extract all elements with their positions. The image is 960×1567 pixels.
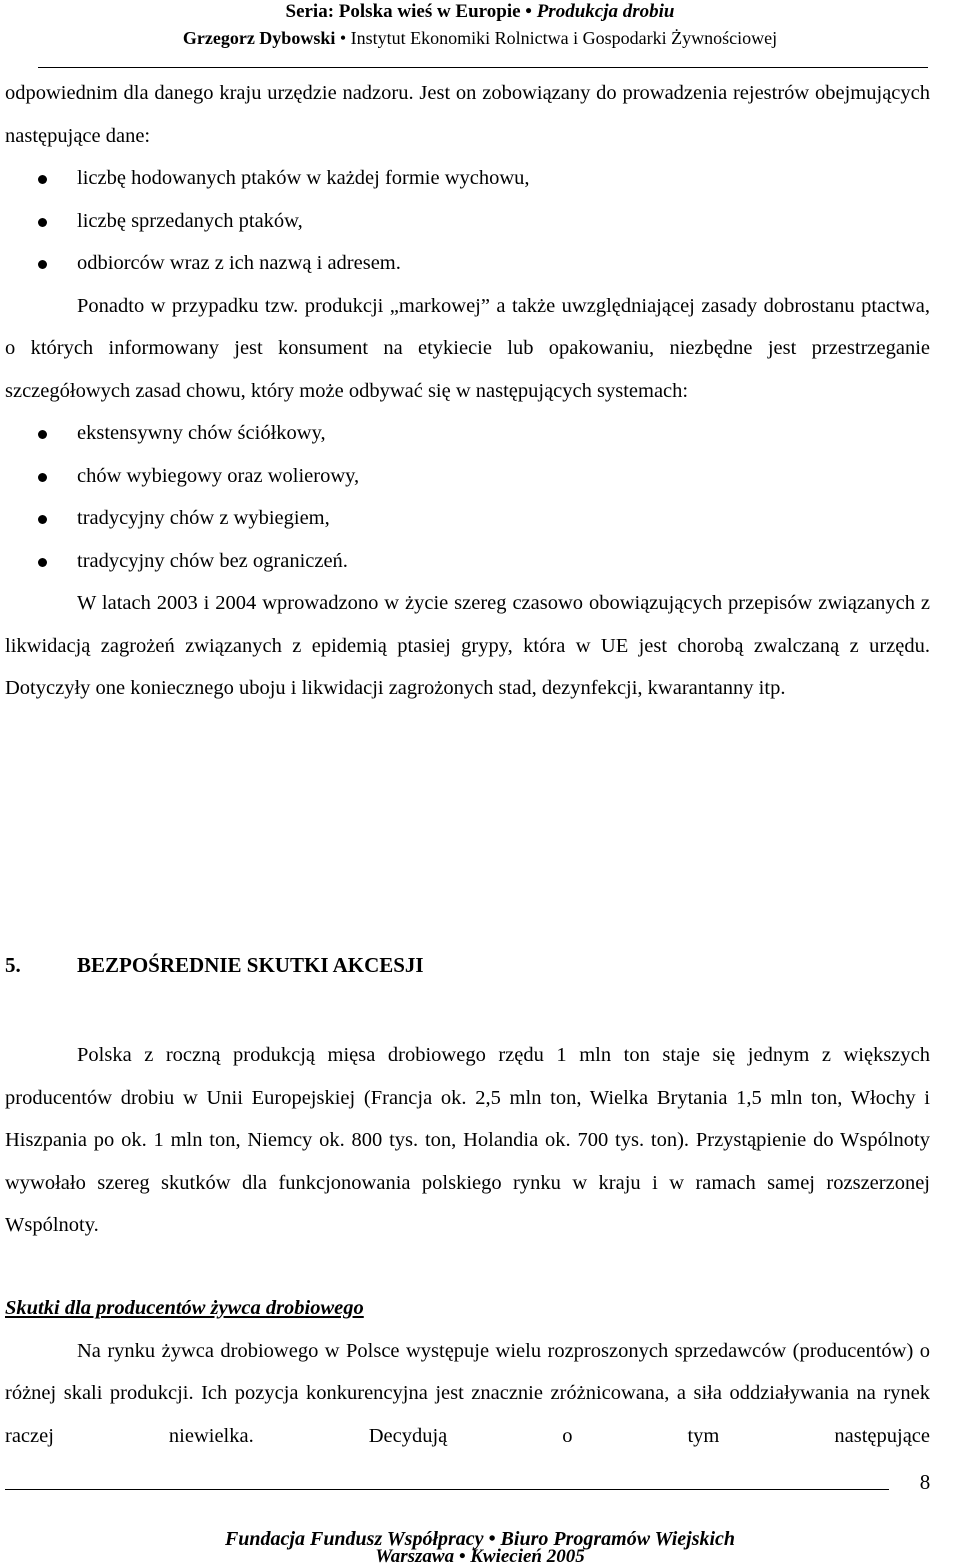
footer-place-date: Warszawa • Kwiecień 2005: [375, 1546, 585, 1567]
section-heading: [5, 953, 424, 978]
rearing-systems-list: [5, 412, 930, 582]
body-part-1: [5, 72, 930, 710]
paragraph-brand-production: Ponadto w przypadku tzw. produkcji „markowej” a także uwzględniającej zasady dobrostanu ptactwa, o których informowany jest konsument na etykiecie lub opakowaniu, niezbędne jest przestrzeganie szczegółowych zasad chowu, który może odbywać się w następujących systemach:: [5, 294, 930, 402]
paragraph-live-poultry-market: Na rynku żywca drobiowego w Polsce występuje wielu rozproszonych sprzedawców (producentów) o różnej skali produkcji. Ich pozycja konkurencyjna jest znacznie zróżnicowana, a siła oddziaływania na rynek raczej niewielka. Decydują o tym następujące: [5, 1339, 930, 1447]
subheading: Skutki dla producentów żywca drobiowego: [5, 1297, 364, 1319]
paragraph-registry: odpowiednim dla danego kraju urzędzie nadzoru. Jest on zobowiązany do prowadzenia rejestrów obejmujących następujące dane:: [5, 82, 930, 147]
body-part-2: [5, 1034, 930, 1247]
list-item: chów wybiegowy oraz wolierowy,: [5, 455, 930, 498]
list-item: liczbę hodowanych ptaków w każdej formie wychowu,: [5, 157, 930, 200]
list-item: tradycyjny chów z wybiegiem,: [5, 497, 930, 540]
series-label: Seria: Polska wieś w Europie: [285, 1, 521, 22]
running-header-series: [0, 0, 960, 24]
bullet-icon: [38, 218, 47, 227]
bullet-icon: [38, 430, 47, 439]
list-item: ekstensywny chów ściółkowy,: [5, 412, 930, 455]
list-item: odbiorców wraz z ich nazwą i adresem.: [5, 242, 930, 285]
series-title: Produkcja drobiu: [536, 1, 675, 22]
footer-rule: [5, 1489, 889, 1490]
bullet-icon: [38, 175, 47, 184]
institute-name: Instytut Ekonomiki Rolnictwa i Gospodarki Żywnościowej: [350, 28, 778, 48]
bullet-icon: [38, 515, 47, 524]
header-rule: [38, 67, 928, 68]
section-number: 5.: [5, 953, 21, 977]
author-name: Grzegorz Dybowski: [182, 28, 336, 48]
header-separator: •: [339, 28, 347, 48]
header-separator: •: [525, 1, 532, 22]
paragraph-production-volume: Polska z roczną produkcją mięsa drobiowego rzędu 1 mln ton staje się jednym z większych producentów drobiu w Unii Europejskiej (Francja ok. 2,5 mln ton, Wielka Brytania 1,5 mln ton, Włochy i Hiszpania po ok. 1 mln ton, Niemcy ok. 800 tys. ton, Holandia ok. 700 tys. ton). Przystąpienie do Wspólnoty wywołało szereg skutków dla funkcjonowania polskiego rynku w kraju i w ramach samej rozszerzonej Wspólnoty.: [5, 1044, 930, 1236]
footer-organization: Fundacja Fundusz Współpracy • Biuro Programów Wiejskich: [224, 1528, 736, 1550]
paragraph-bird-flu: W latach 2003 i 2004 wprowadzono w życie szereg czasowo obowiązujących przepisów związanych z likwidacją zagrożeń związanych z epidemią ptasiej grypy, która w UE jest chorobą zwalczaną z urzędu. Dotyczyły one koniecznego uboju i likwidacji zagrożonych stad, dezynfekcji, kwarantanny itp.: [5, 592, 930, 699]
list-item: tradycyjny chów bez ograniczeń.: [5, 540, 930, 583]
registry-data-list: [5, 157, 930, 285]
running-header-author: [0, 26, 960, 50]
bullet-icon: [38, 473, 47, 482]
page-number: 8: [919, 1470, 931, 1494]
bullet-icon: [38, 260, 47, 269]
body-part-3: [5, 1287, 930, 1457]
section-title: BEZPOŚREDNIE SKUTKI AKCESJI: [77, 953, 424, 977]
bullet-icon: [38, 558, 47, 567]
list-item: liczbę sprzedanych ptaków,: [5, 200, 930, 243]
